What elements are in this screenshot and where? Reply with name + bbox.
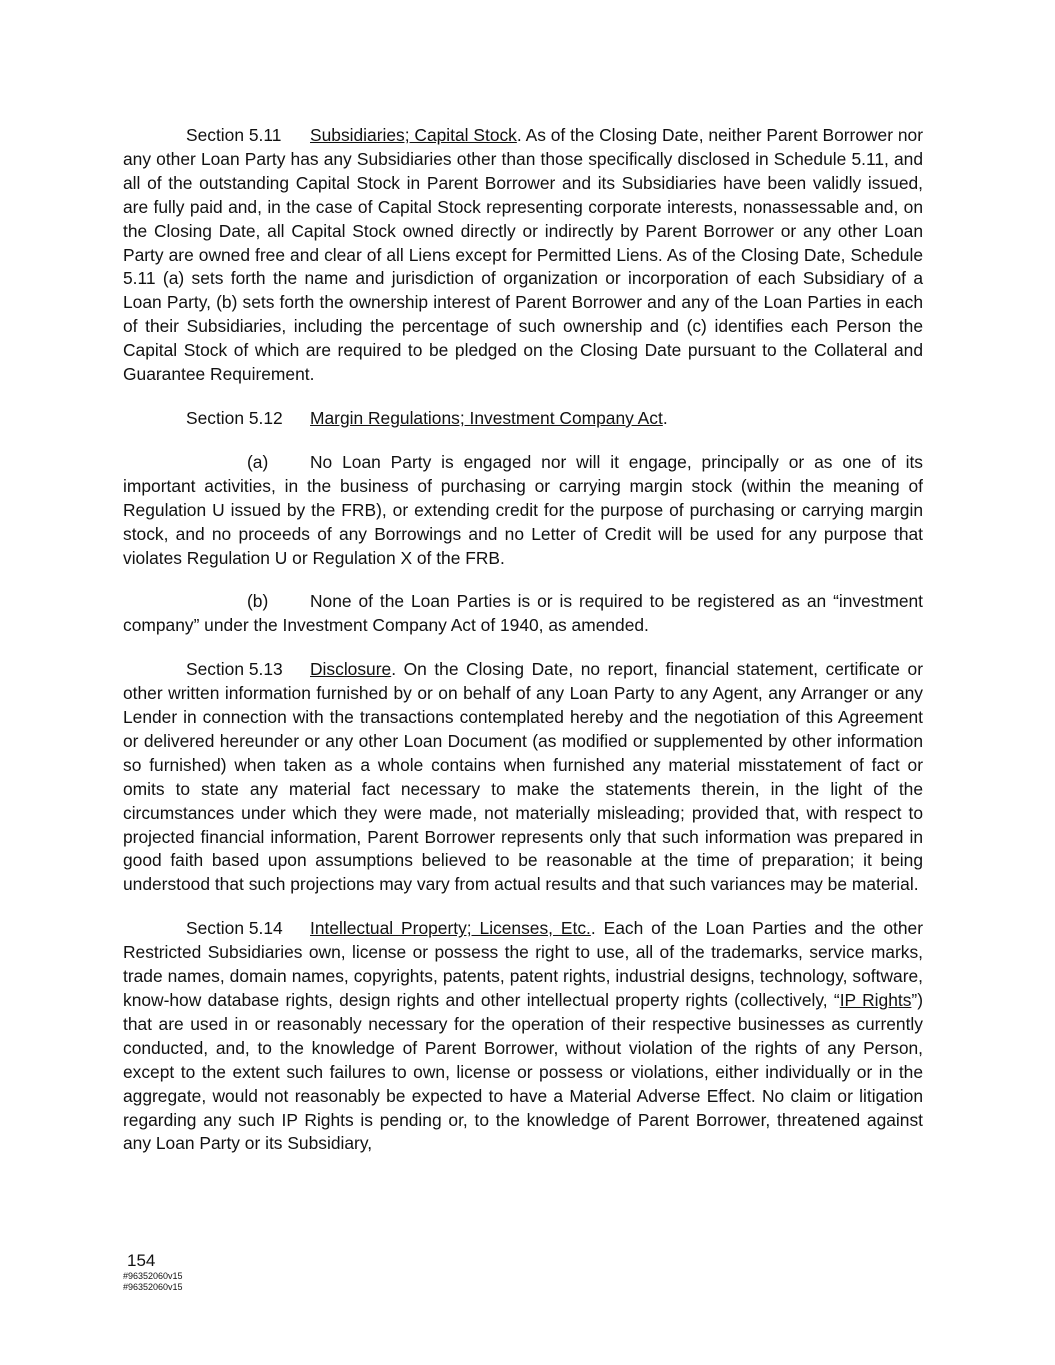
clause-label: (a) [247, 451, 269, 472]
section-body: . Each of the Loan Parties and the other Restricted Subsidiaries own, license or possess the right to use, all of the trademarks, service marks, trade names, domain names, copyrights, patents, patent rights, industrial designs, technology, software, know-how database rights, design rights and other intellectual property rights (collectively, “ [123, 918, 923, 1010]
section-body: . On the Closing Date, no report, financial statement, certificate or other written information furnished by or on behalf of any Loan Party to any Agent, any Arranger or any Lender in connection with the transactions contemplated hereby and the negotiation of this Agreement or delivered hereunder or any other Loan Document (as modified or supplemented by other information so furnished) when taken as a whole contains when furnished any material misstatement of fact or omits to state any material fact necessary to make the statements therein, in the light of the circumstances under which they were made, not materially misleading; provided that, with respect to projected financial information, Parent Borrower represents only that such information was prepared in good faith based upon assumptions believed to be reasonable at the time of preparation; it being understood that such projections may vary from actual results and that such variances may be material. [123, 659, 923, 895]
page-footer [123, 1251, 183, 1293]
clause-label: (b) [247, 591, 269, 612]
section-title-end: . [662, 407, 668, 428]
clause-body: None of the Loan Parties is or is required to be registered as an “investment company” under the Investment Company Act of 1940, as amended. [123, 591, 923, 636]
section-5-12-b [123, 590, 923, 638]
section-number: Section 5.14 [186, 918, 283, 939]
section-body-cont: ”) that are used in or reasonably necessary for the operation of their respective businesses as currently conducted, and, to the knowledge of Parent Borrower, without violation of the rights of any Person, except to the extent such failures to own, license or possess or violations, either individually or in the aggregate, would not reasonably be expected to have a Material Adverse Effect. No claim or litigation regarding any such IP Rights is pending or, to the knowledge of Parent Borrower, threatened against any Loan Party or its Subsidiary, [123, 990, 923, 1154]
section-number: Section 5.13 [186, 659, 283, 680]
section-5-12-a [123, 451, 923, 571]
document-id: #96352060v15 [123, 1282, 183, 1292]
clause-body: No Loan Party is engaged nor will it engage, principally or as one of its important activities, in the business of purchasing or carrying margin stock (within the meaning of Regulation U issued by the FRB), or extending credit for the purpose of purchasing or carrying margin stock, and no proceeds of any Borrowings and no Letter of Credit will be used for any purpose that violates Regulation U or Regulation X of the FRB. [123, 451, 923, 568]
section-number: Section 5.11 [186, 125, 282, 145]
section-title: Intellectual Property; Licenses, Etc. [310, 918, 591, 939]
page-number: 154 [127, 1251, 156, 1270]
document-page [123, 124, 923, 1176]
section-number: Section 5.12 [186, 407, 283, 428]
section-title: Subsidiaries; Capital Stock [310, 125, 517, 145]
section-5-13 [123, 658, 923, 897]
section-5-11 [123, 124, 923, 387]
defined-term: IP Rights [839, 990, 912, 1010]
document-id: #96352060v15 [123, 1271, 183, 1281]
section-title: Margin Regulations; Investment Company Act [310, 407, 663, 428]
section-5-12-heading [123, 407, 923, 431]
section-body: . As of the Closing Date, neither Parent Borrower nor any other Loan Party has any Subsidiaries other than those specifically disclosed in Schedule 5.11, and all of the outstanding Capital Stock in Parent Borrower and its Subsidiaries have been validly issued, are fully paid and, in the case of Capital Stock representing corporate interests, nonassessable and, on the Closing Date, all Capital Stock owned directly or indirectly by Parent Borrower or any other Loan Party are owned free and clear of all Liens except for Permitted Liens. As of the Closing Date, Schedule 5.11 (a) sets forth the name and jurisdiction of organization or incorporation of each Subsidiary of a Loan Party, (b) sets forth the ownership interest of Parent Borrower and any of the Loan Parties in each of their Subsidiaries, including the percentage of such ownership and (c) identifies each Person the Capital Stock of which are required to be pledged on the Closing Date pursuant to the Collateral and Guarantee Requirement. [123, 125, 923, 385]
section-5-14 [123, 917, 923, 1156]
section-title: Disclosure [310, 659, 392, 680]
